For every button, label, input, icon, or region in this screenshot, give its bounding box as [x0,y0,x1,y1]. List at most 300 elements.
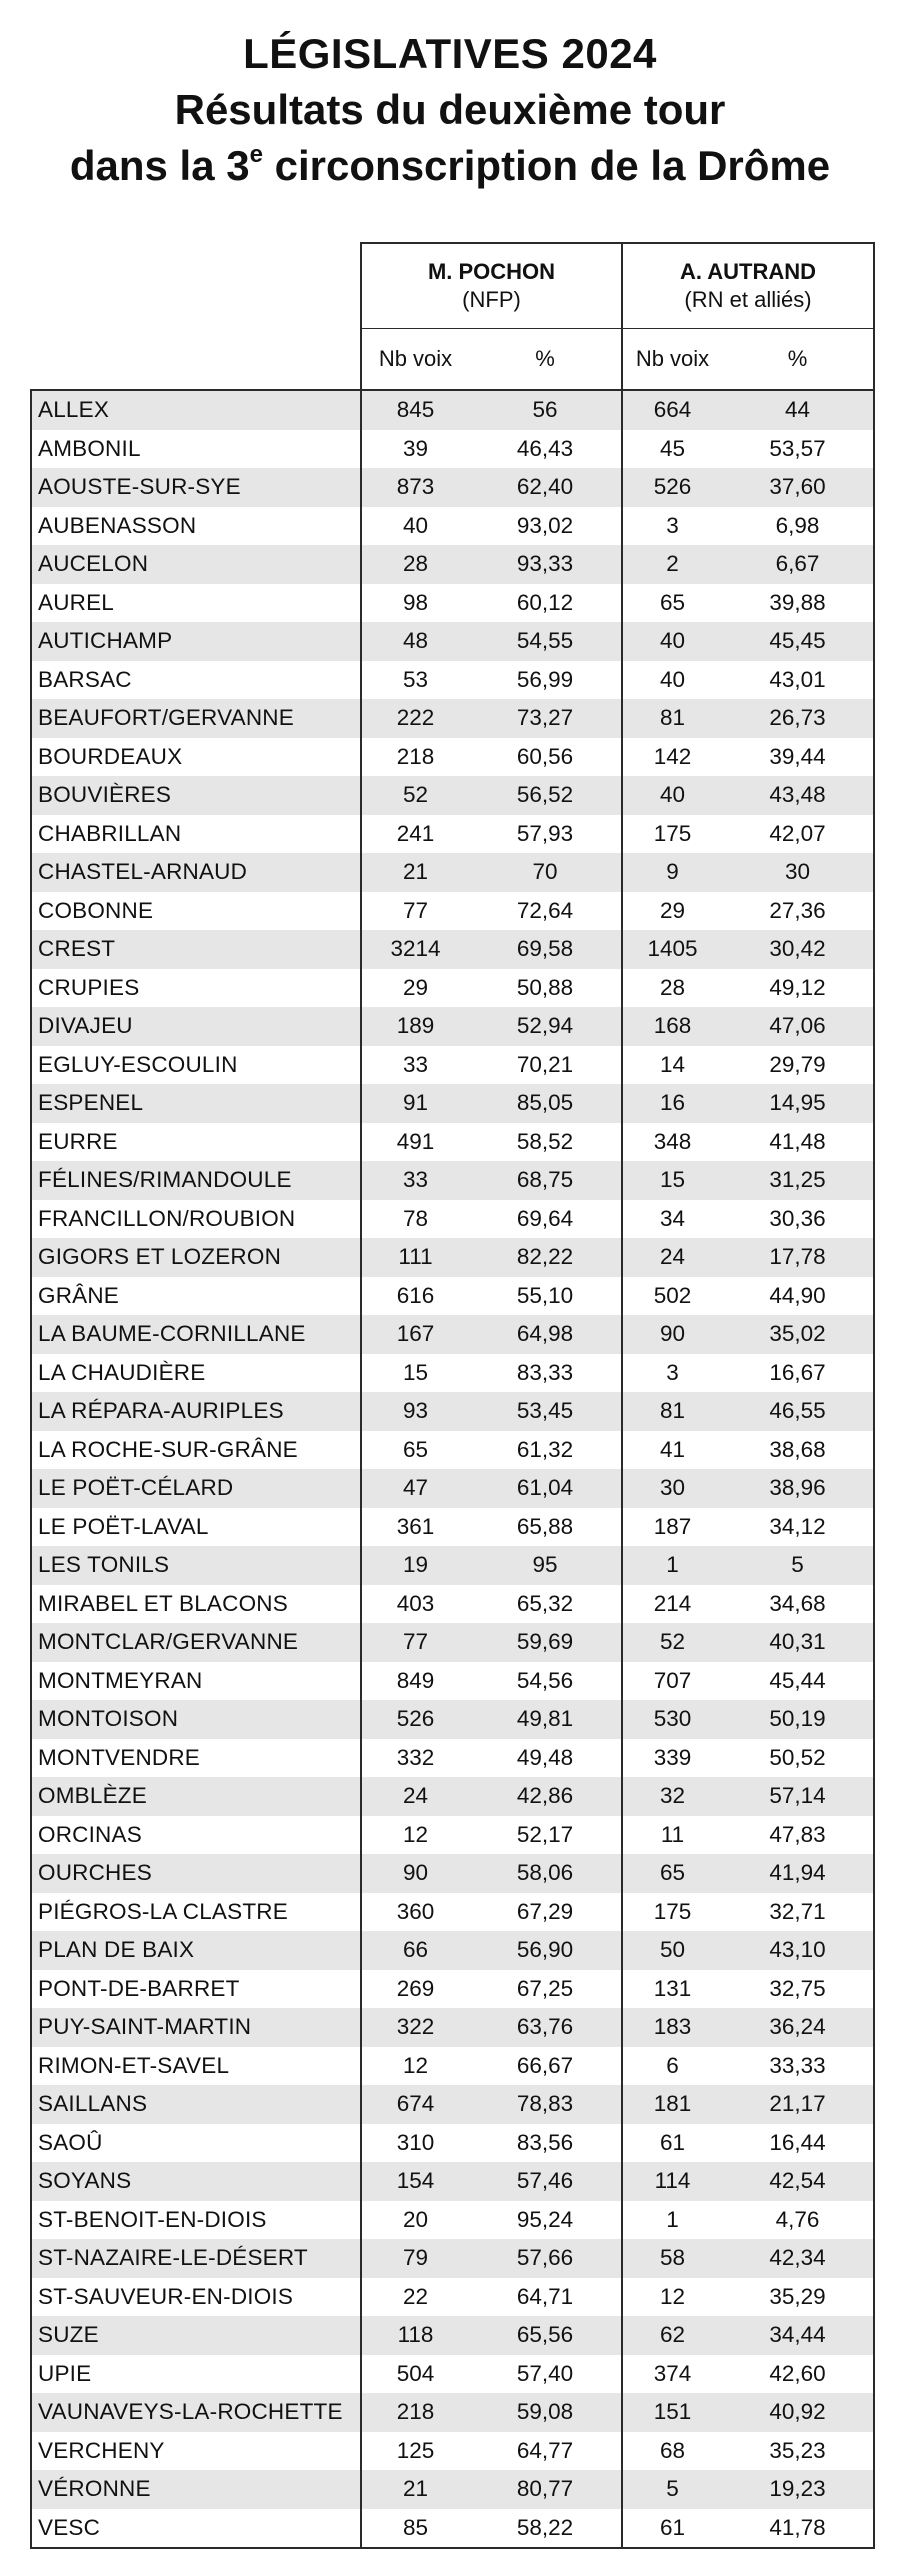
autrand-percent-cell: 19,23 [722,2470,874,2509]
pochon-percent-cell: 50,88 [469,969,622,1008]
pochon-percent-cell: 65,32 [469,1585,622,1624]
pochon-percent-cell: 57,40 [469,2355,622,2394]
autrand-votes-cell: 40 [622,776,722,815]
commune-cell: BEAUFORT/GERVANNE [31,699,361,738]
autrand-votes-cell: 14 [622,1046,722,1085]
autrand-votes-cell: 52 [622,1623,722,1662]
table-row [31,776,874,815]
pochon-votes-cell: 222 [361,699,469,738]
autrand-percent-cell: 35,02 [722,1315,874,1354]
autrand-percent-cell: 41,48 [722,1123,874,1162]
table-row [31,2162,874,2201]
pochon-percent-cell: 72,64 [469,892,622,931]
commune-cell: VAUNAVEYS-LA-ROCHETTE [31,2393,361,2432]
pochon-votes-cell: 65 [361,1431,469,1470]
commune-cell: MIRABEL ET BLACONS [31,1585,361,1624]
table-row [31,1200,874,1239]
table-row [31,1508,874,1547]
autrand-percent-cell: 43,10 [722,1931,874,1970]
commune-cell: FRANCILLON/ROUBION [31,1200,361,1239]
table-row [31,853,874,892]
pochon-percent-cell: 52,17 [469,1816,622,1855]
autrand-percent-cell: 44,90 [722,1277,874,1316]
commune-cell: LA CHAUDIÈRE [31,1354,361,1393]
commune-cell: LE POËT-LAVAL [31,1508,361,1547]
candidate-header-pochon [361,243,622,329]
commune-cell: LA RÉPARA-AURIPLES [31,1392,361,1431]
table-row [31,1046,874,1085]
autrand-votes-cell: 28 [622,969,722,1008]
autrand-votes-cell: 62 [622,2316,722,2355]
commune-cell: PIÉGROS-LA CLASTRE [31,1893,361,1932]
commune-cell: LE POËT-CÉLARD [31,1469,361,1508]
subheader-votes: Nb voix [361,329,469,391]
table-row [31,1854,874,1893]
pochon-percent-cell: 61,04 [469,1469,622,1508]
table-row [31,1392,874,1431]
autrand-votes-cell: 81 [622,699,722,738]
pochon-percent-cell: 82,22 [469,1238,622,1277]
table-row [31,2047,874,2086]
commune-cell: PUY-SAINT-MARTIN [31,2008,361,2047]
pochon-percent-cell: 69,58 [469,930,622,969]
commune-cell: PLAN DE BAIX [31,1931,361,1970]
pochon-votes-cell: 24 [361,1777,469,1816]
pochon-votes-cell: 21 [361,853,469,892]
pochon-percent-cell: 66,67 [469,2047,622,2086]
autrand-votes-cell: 16 [622,1084,722,1123]
autrand-votes-cell: 40 [622,622,722,661]
results-table [30,242,875,2549]
autrand-percent-cell: 34,12 [722,1508,874,1547]
table-row [31,2432,874,2471]
pochon-votes-cell: 15 [361,1354,469,1393]
autrand-percent-cell: 42,07 [722,815,874,854]
table-row [31,1277,874,1316]
autrand-votes-cell: 183 [622,2008,722,2047]
pochon-votes-cell: 218 [361,738,469,777]
pochon-percent-cell: 70,21 [469,1046,622,1085]
autrand-votes-cell: 142 [622,738,722,777]
autrand-votes-cell: 32 [622,1777,722,1816]
autrand-percent-cell: 16,67 [722,1354,874,1393]
autrand-percent-cell: 42,34 [722,2239,874,2278]
commune-cell: CRUPIES [31,969,361,1008]
table-row [31,1893,874,1932]
candidate-name: A. AUTRAND [679,259,817,284]
commune-cell: VESC [31,2509,361,2549]
commune-cell: SAILLANS [31,2085,361,2124]
autrand-votes-cell: 707 [622,1662,722,1701]
autrand-votes-cell: 40 [622,661,722,700]
table-row [31,1739,874,1778]
table-row [31,468,874,507]
commune-cell: GRÂNE [31,1277,361,1316]
autrand-percent-cell: 41,94 [722,1854,874,1893]
autrand-percent-cell: 14,95 [722,1084,874,1123]
autrand-percent-cell: 31,25 [722,1161,874,1200]
autrand-votes-cell: 348 [622,1123,722,1162]
pochon-percent-cell: 80,77 [469,2470,622,2509]
table-row [31,1970,874,2009]
pochon-percent-cell: 58,22 [469,2509,622,2549]
commune-cell: MONTMEYRAN [31,1662,361,1701]
pochon-votes-cell: 12 [361,1816,469,1855]
pochon-votes-cell: 504 [361,2355,469,2394]
autrand-votes-cell: 374 [622,2355,722,2394]
table-row [31,622,874,661]
autrand-votes-cell: 65 [622,584,722,623]
pochon-percent-cell: 56,52 [469,776,622,815]
autrand-votes-cell: 50 [622,1931,722,1970]
table-row [31,1662,874,1701]
table-row [31,1007,874,1046]
table-row [31,2316,874,2355]
pochon-votes-cell: 3214 [361,930,469,969]
table-row [31,1123,874,1162]
autrand-votes-cell: 45 [622,430,722,469]
pochon-percent-cell: 54,55 [469,622,622,661]
table-row [31,1315,874,1354]
table-row [31,2085,874,2124]
commune-cell: OURCHES [31,1854,361,1893]
pochon-percent-cell: 70 [469,853,622,892]
pochon-votes-cell: 873 [361,468,469,507]
autrand-percent-cell: 50,19 [722,1700,874,1739]
autrand-votes-cell: 3 [622,507,722,546]
pochon-percent-cell: 46,43 [469,430,622,469]
commune-cell: ESPENEL [31,1084,361,1123]
commune-cell: AUCELON [31,545,361,584]
table-row [31,2393,874,2432]
pochon-percent-cell: 93,02 [469,507,622,546]
pochon-percent-cell: 56,99 [469,661,622,700]
pochon-percent-cell: 57,66 [469,2239,622,2278]
pochon-votes-cell: 310 [361,2124,469,2163]
autrand-percent-cell: 5 [722,1546,874,1585]
title-superscript: e [249,141,263,168]
commune-cell: COBONNE [31,892,361,931]
table-row [31,1469,874,1508]
pochon-votes-cell: 154 [361,2162,469,2201]
commune-cell: AUTICHAMP [31,622,361,661]
autrand-percent-cell: 26,73 [722,699,874,738]
table-row [31,507,874,546]
autrand-votes-cell: 1405 [622,930,722,969]
autrand-percent-cell: 33,33 [722,2047,874,2086]
autrand-votes-cell: 81 [622,1392,722,1431]
candidate-name: M. POCHON [427,259,556,284]
autrand-votes-cell: 30 [622,1469,722,1508]
autrand-votes-cell: 1 [622,2201,722,2240]
commune-cell: ST-BENOIT-EN-DIOIS [31,2201,361,2240]
commune-cell: AOUSTE-SUR-SYE [31,468,361,507]
pochon-percent-cell: 85,05 [469,1084,622,1123]
autrand-percent-cell: 6,67 [722,545,874,584]
commune-cell: EGLUY-ESCOULIN [31,1046,361,1085]
autrand-percent-cell: 41,78 [722,2509,874,2549]
commune-cell: MONTVENDRE [31,1739,361,1778]
table-row [31,2355,874,2394]
pochon-votes-cell: 85 [361,2509,469,2549]
autrand-percent-cell: 17,78 [722,1238,874,1277]
candidate-header-autrand [622,243,874,329]
subheader-votes: Nb voix [622,329,722,391]
commune-cell: MONTCLAR/GERVANNE [31,1623,361,1662]
pochon-votes-cell: 674 [361,2085,469,2124]
candidate-party: (NFP) [462,287,521,312]
commune-cell: VÉRONNE [31,2470,361,2509]
pochon-percent-cell: 57,46 [469,2162,622,2201]
autrand-percent-cell: 45,45 [722,622,874,661]
autrand-percent-cell: 30 [722,853,874,892]
autrand-percent-cell: 6,98 [722,507,874,546]
candidate-party: (RN et alliés) [684,287,812,312]
table-row [31,2278,874,2317]
pochon-percent-cell: 95,24 [469,2201,622,2240]
autrand-votes-cell: 175 [622,815,722,854]
table-row [31,1546,874,1585]
table-row [31,430,874,469]
autrand-votes-cell: 214 [622,1585,722,1624]
commune-cell: EURRE [31,1123,361,1162]
commune-cell: ORCINAS [31,1816,361,1855]
pochon-percent-cell: 57,93 [469,815,622,854]
pochon-votes-cell: 66 [361,1931,469,1970]
pochon-votes-cell: 28 [361,545,469,584]
table-row [31,1084,874,1123]
autrand-percent-cell: 34,44 [722,2316,874,2355]
pochon-percent-cell: 67,29 [469,1893,622,1932]
autrand-percent-cell: 49,12 [722,969,874,1008]
commune-cell: GIGORS ET LOZERON [31,1238,361,1277]
commune-cell: OMBLÈZE [31,1777,361,1816]
autrand-percent-cell: 4,76 [722,2201,874,2240]
autrand-percent-cell: 38,68 [722,1431,874,1470]
autrand-percent-cell: 35,29 [722,2278,874,2317]
autrand-votes-cell: 187 [622,1508,722,1547]
table-row [31,1585,874,1624]
commune-cell: FÉLINES/RIMANDOULE [31,1161,361,1200]
autrand-percent-cell: 47,83 [722,1816,874,1855]
pochon-votes-cell: 47 [361,1469,469,1508]
pochon-votes-cell: 78 [361,1200,469,1239]
commune-cell: BOUVIÈRES [31,776,361,815]
pochon-percent-cell: 67,25 [469,1970,622,2009]
commune-cell: PONT-DE-BARRET [31,1970,361,2009]
table-row [31,584,874,623]
autrand-votes-cell: 24 [622,1238,722,1277]
table-row [31,2470,874,2509]
autrand-votes-cell: 502 [622,1277,722,1316]
title-line-3 [0,138,900,194]
pochon-votes-cell: 79 [361,2239,469,2278]
pochon-votes-cell: 526 [361,1700,469,1739]
pochon-votes-cell: 29 [361,969,469,1008]
pochon-votes-cell: 403 [361,1585,469,1624]
title-line-3-suffix: circonscription de la Drôme [262,142,831,189]
pochon-percent-cell: 62,40 [469,468,622,507]
pochon-votes-cell: 360 [361,1893,469,1932]
autrand-votes-cell: 58 [622,2239,722,2278]
commune-cell: BARSAC [31,661,361,700]
commune-cell: UPIE [31,2355,361,2394]
table-row [31,2239,874,2278]
table-row [31,390,874,430]
autrand-votes-cell: 6 [622,2047,722,2086]
commune-cell: AUREL [31,584,361,623]
subheader-row [31,329,874,391]
commune-cell: MONTOISON [31,1700,361,1739]
commune-cell: LA BAUME-CORNILLANE [31,1315,361,1354]
pochon-votes-cell: 21 [361,2470,469,2509]
commune-cell: CHASTEL-ARNAUD [31,853,361,892]
autrand-votes-cell: 61 [622,2124,722,2163]
pochon-votes-cell: 33 [361,1161,469,1200]
pochon-votes-cell: 20 [361,2201,469,2240]
autrand-votes-cell: 526 [622,468,722,507]
pochon-percent-cell: 73,27 [469,699,622,738]
autrand-percent-cell: 36,24 [722,2008,874,2047]
pochon-votes-cell: 491 [361,1123,469,1162]
pochon-votes-cell: 332 [361,1739,469,1778]
commune-cell: AUBENASSON [31,507,361,546]
table-row [31,1238,874,1277]
pochon-percent-cell: 64,98 [469,1315,622,1354]
autrand-votes-cell: 2 [622,545,722,584]
subheader-empty-cell [31,329,361,391]
pochon-votes-cell: 22 [361,2278,469,2317]
pochon-percent-cell: 83,56 [469,2124,622,2163]
pochon-votes-cell: 118 [361,2316,469,2355]
pochon-votes-cell: 53 [361,661,469,700]
commune-cell: SOYANS [31,2162,361,2201]
results-table-container [30,242,873,2549]
autrand-percent-cell: 30,36 [722,1200,874,1239]
autrand-percent-cell: 40,92 [722,2393,874,2432]
pochon-votes-cell: 98 [361,584,469,623]
autrand-percent-cell: 16,44 [722,2124,874,2163]
pochon-votes-cell: 91 [361,1084,469,1123]
subheader-percent: % [535,346,555,371]
pochon-votes-cell: 111 [361,1238,469,1277]
autrand-percent-cell: 29,79 [722,1046,874,1085]
autrand-percent-cell: 45,44 [722,1662,874,1701]
autrand-percent-cell: 34,68 [722,1585,874,1624]
pochon-percent-cell: 65,56 [469,2316,622,2355]
autrand-votes-cell: 41 [622,1431,722,1470]
pochon-votes-cell: 40 [361,507,469,546]
title-line-3-prefix: dans la 3 [69,142,250,189]
autrand-percent-cell: 27,36 [722,892,874,931]
page-title [0,26,900,194]
pochon-votes-cell: 269 [361,1970,469,2009]
autrand-votes-cell: 11 [622,1816,722,1855]
autrand-percent-cell: 40,31 [722,1623,874,1662]
pochon-votes-cell: 845 [361,390,469,430]
pochon-percent-cell: 56 [469,390,622,430]
autrand-votes-cell: 90 [622,1315,722,1354]
commune-cell: ST-NAZAIRE-LE-DÉSERT [31,2239,361,2278]
table-row [31,2008,874,2047]
pochon-votes-cell: 189 [361,1007,469,1046]
candidate-header-row [31,243,874,329]
autrand-percent-cell: 37,60 [722,468,874,507]
autrand-votes-cell: 114 [622,2162,722,2201]
table-row [31,1161,874,1200]
commune-cell: SAOÛ [31,2124,361,2163]
pochon-votes-cell: 77 [361,1623,469,1662]
table-row [31,1931,874,1970]
pochon-percent-cell: 69,64 [469,1200,622,1239]
autrand-percent-cell: 32,71 [722,1893,874,1932]
table-row [31,1354,874,1393]
table-row [31,1700,874,1739]
title-line-2: Résultats du deuxième tour [174,86,726,133]
commune-cell: LA ROCHE-SUR-GRÂNE [31,1431,361,1470]
table-row [31,930,874,969]
table-row [31,969,874,1008]
results-body [31,390,874,2548]
pochon-votes-cell: 218 [361,2393,469,2432]
pochon-percent-cell: 60,12 [469,584,622,623]
pochon-votes-cell: 33 [361,1046,469,1085]
autrand-votes-cell: 175 [622,1893,722,1932]
table-row [31,1623,874,1662]
pochon-percent-cell: 78,83 [469,2085,622,2124]
pochon-votes-cell: 77 [361,892,469,931]
pochon-percent-cell: 93,33 [469,545,622,584]
pochon-votes-cell: 322 [361,2008,469,2047]
autrand-percent-cell: 39,88 [722,584,874,623]
table-row [31,892,874,931]
autrand-percent-cell: 21,17 [722,2085,874,2124]
autrand-votes-cell: 9 [622,853,722,892]
table-row [31,1816,874,1855]
pochon-percent-cell: 60,56 [469,738,622,777]
commune-cell: CHABRILLAN [31,815,361,854]
table-row [31,738,874,777]
pochon-votes-cell: 849 [361,1662,469,1701]
autrand-percent-cell: 53,57 [722,430,874,469]
autrand-votes-cell: 339 [622,1739,722,1778]
autrand-votes-cell: 3 [622,1354,722,1393]
header-empty-cell [31,243,361,329]
pochon-percent-cell: 49,81 [469,1700,622,1739]
pochon-votes-cell: 616 [361,1277,469,1316]
autrand-percent-cell: 44 [722,390,874,430]
commune-cell: CREST [31,930,361,969]
autrand-votes-cell: 530 [622,1700,722,1739]
autrand-votes-cell: 131 [622,1970,722,2009]
pochon-percent-cell: 59,69 [469,1623,622,1662]
pochon-percent-cell: 52,94 [469,1007,622,1046]
pochon-votes-cell: 12 [361,2047,469,2086]
pochon-percent-cell: 61,32 [469,1431,622,1470]
pochon-votes-cell: 90 [361,1854,469,1893]
autrand-percent-cell: 42,60 [722,2355,874,2394]
autrand-votes-cell: 12 [622,2278,722,2317]
autrand-votes-cell: 5 [622,2470,722,2509]
pochon-percent-cell: 64,77 [469,2432,622,2471]
pochon-votes-cell: 361 [361,1508,469,1547]
pochon-percent-cell: 65,88 [469,1508,622,1547]
pochon-percent-cell: 83,33 [469,1354,622,1393]
commune-cell: BOURDEAUX [31,738,361,777]
title-line-1: LÉGISLATIVES 2024 [243,30,657,77]
pochon-percent-cell: 59,08 [469,2393,622,2432]
autrand-votes-cell: 151 [622,2393,722,2432]
